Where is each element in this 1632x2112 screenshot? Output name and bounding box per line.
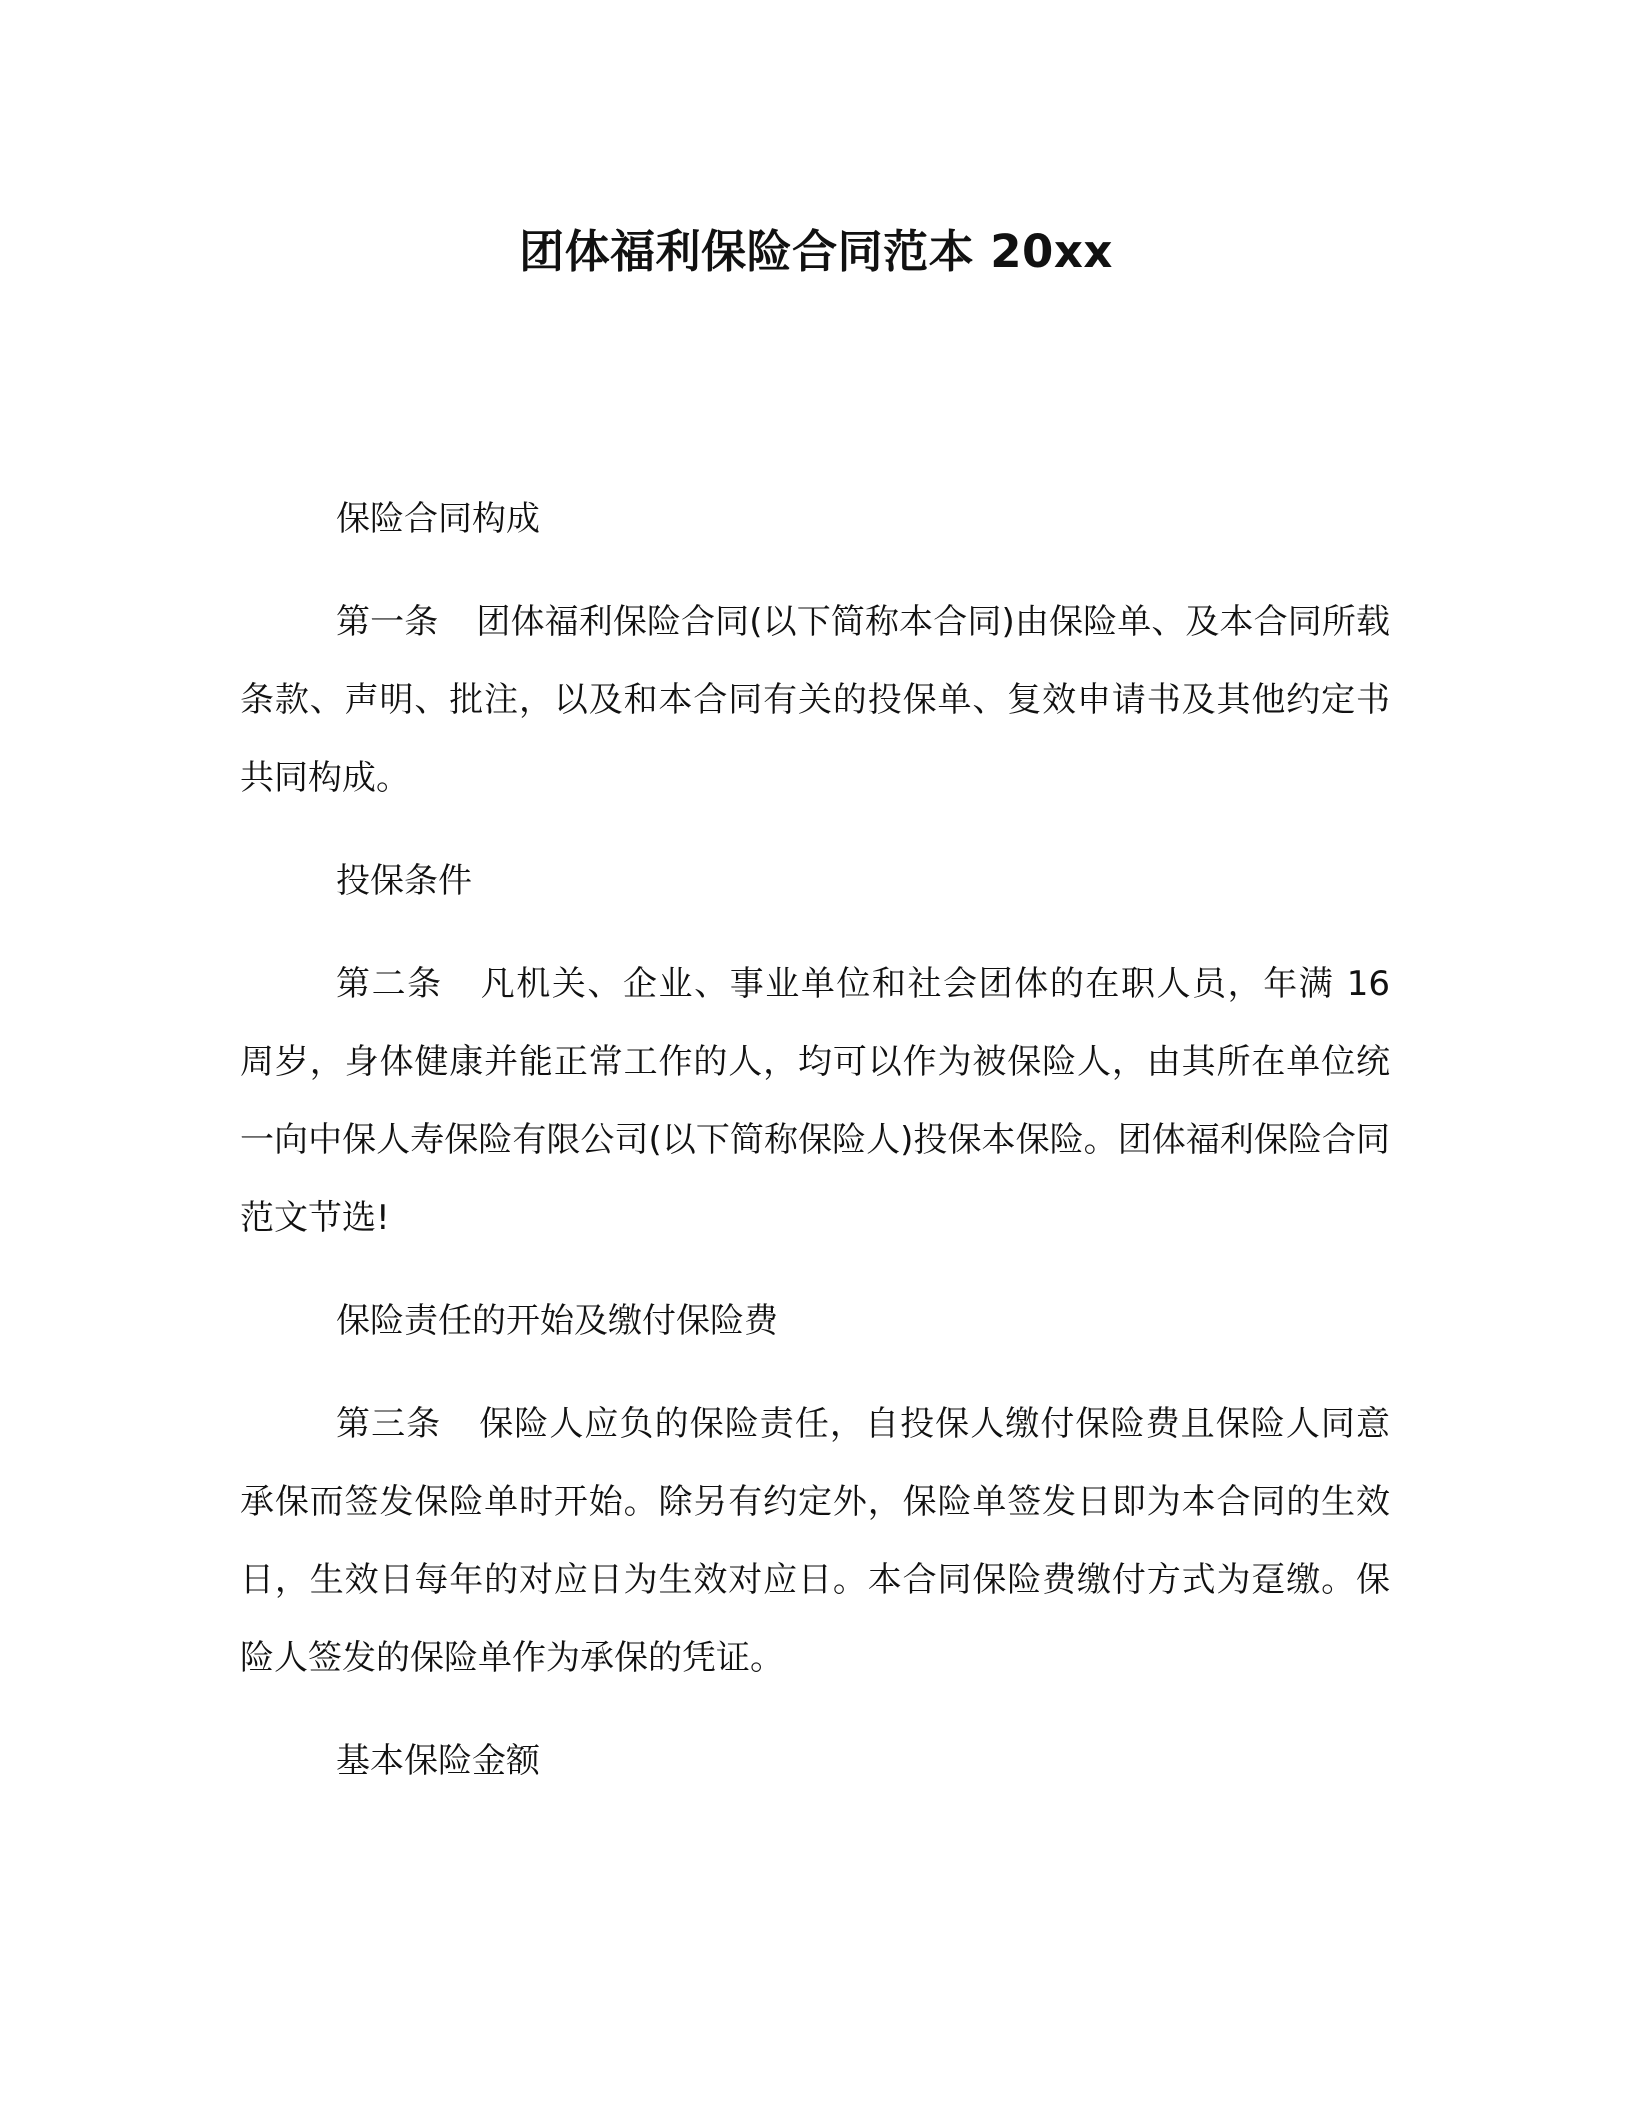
document-title: 团体福利保险合同范本 20xx bbox=[519, 225, 1113, 278]
article-1-text: 团体福利保险合同(以下简称本合同)由保险单、及本合同所载条款、声明、批注，以及和本合同有关的投保单、复效申请书及其他约定书共同构成。 bbox=[240, 602, 1391, 798]
article-2-paragraph bbox=[240, 945, 1390, 1257]
article-2-text: 凡机关、企业、事业单位和社会团体的在职人员，年满 16 周岁，身体健康并能正常工作的人，均可以作为被保险人，由其所在单位统一向中保人寿保险有限公司(以下简称保险人)投保本保险。团体福利保险合同范文节选! bbox=[240, 964, 1391, 1238]
article-3-paragraph bbox=[240, 1385, 1390, 1697]
document-body bbox=[240, 480, 1390, 1800]
article-3-number: 第三条 bbox=[336, 1404, 442, 1444]
section-heading-2: 投保条件 bbox=[336, 861, 472, 901]
article-1-paragraph bbox=[240, 583, 1390, 817]
section-heading-4: 基本保险金额 bbox=[336, 1741, 540, 1781]
article-3-text: 保险人应负的保险责任，自投保人缴付保险费且保险人同意承保而签发保险单时开始。除另有约定外，保险单签发日即为本合同的生效日，生效日每年的对应日为生效对应日。本合同保险费缴付方式为趸缴。保险人签发的保险单作为承保的凭证。 bbox=[240, 1404, 1391, 1678]
article-2-number: 第二条 bbox=[336, 964, 443, 1004]
article-1-number: 第一条 bbox=[336, 602, 439, 642]
section-heading-3: 保险责任的开始及缴付保险费 bbox=[336, 1301, 778, 1341]
section-heading-1: 保险合同构成 bbox=[336, 499, 540, 539]
